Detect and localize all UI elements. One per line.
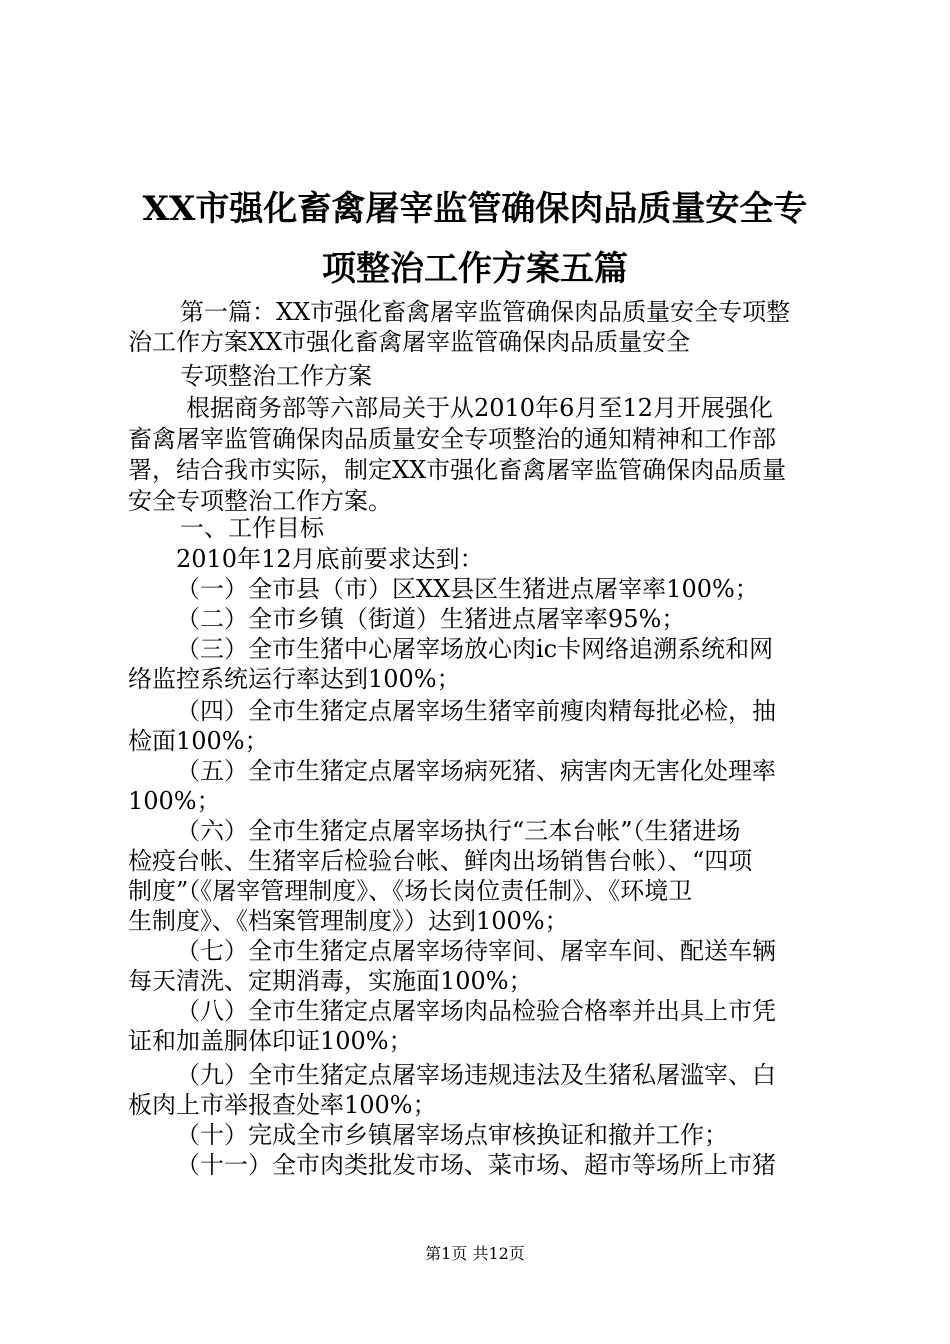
list-item-continued: 生制度》、《档案管理制度》）达到100%； [128, 907, 569, 935]
section-heading: 一、工作目标 [180, 514, 324, 542]
body-line: 专项整治工作方案 [180, 362, 372, 390]
list-item-continued: 制度”（《屠宰管理制度》、《场长岗位责任制》、《环境卫 [128, 877, 693, 905]
document-title-line-2: 项整治工作方案五篇 [322, 249, 628, 289]
list-item: （六）全市生猪定点屠宰场执行“三本台帐”（生猪进场 [176, 817, 741, 845]
list-item: （十一）全市肉类批发市场、菜市场、超市等场所上市猪 [176, 1151, 776, 1179]
list-item: （九）全市生猪定点屠宰场违规违法及生猪私屠滥宰、白 [176, 1061, 776, 1089]
body-line: 根据商务部等六部局关于从2010年6月至12月开展强化 [186, 394, 773, 422]
list-item-continued: 100%； [128, 787, 221, 815]
body-line: 2010年12月底前要求达到： [176, 545, 484, 573]
list-item: （八）全市生猪定点屠宰场肉品检验合格率并出具上市凭 [176, 997, 776, 1025]
body-line: 第一篇：XX市强化畜禽屠宰监管确保肉品质量安全专项整 [180, 298, 791, 326]
body-line: 治工作方案XX市强化畜禽屠宰监管确保肉品质量安全 [128, 328, 691, 356]
list-item: （五）全市生猪定点屠宰场病死猪、病害肉无害化处理率 [176, 757, 776, 785]
list-item: （一）全市县（市）区XX县区生猪进点屠宰率100%； [176, 575, 759, 603]
list-item-continued: 每天清洗、定期消毒，实施面100%； [128, 967, 533, 995]
document-title-line-1: XX市强化畜禽屠宰监管确保肉品质量安全专 [142, 189, 808, 229]
body-line: 畜禽屠宰监管确保肉品质量安全专项整治的通知精神和工作部 [128, 425, 776, 453]
list-item: （十）完成全市乡镇屠宰场点审核换证和撤并工作； [176, 1121, 728, 1149]
list-item-continued: 检疫台帐、生猪宰后检验台帐、鲜肉出场销售台帐）、“四项 [128, 847, 753, 875]
list-item-continued: 络监控系统运行率达到100%； [128, 665, 461, 693]
list-item: （四）全市生猪定点屠宰场生猪宰前瘦肉精每批必检，抽 [176, 697, 776, 725]
list-item-continued: 检面100%； [128, 727, 269, 755]
list-item: （三）全市生猪中心屠宰场放心肉ic卡网络追溯系统和网 [176, 635, 774, 663]
list-item-continued: 证和加盖胴体印证100%； [128, 1027, 413, 1055]
page-footer: 第1页 共12页 [425, 1244, 525, 1263]
body-line: 署，结合我市实际，制定XX市强化畜禽屠宰监管确保肉品质量 [128, 456, 787, 484]
body-line: 安全专项整治工作方案。 [128, 487, 392, 515]
list-item-continued: 板肉上市举报查处率100%； [128, 1091, 437, 1119]
list-item: （七）全市生猪定点屠宰场待宰间、屠宰车间、配送车辆 [176, 937, 776, 965]
list-item: （二）全市乡镇（街道）生猪进点屠宰率95%； [176, 605, 686, 633]
